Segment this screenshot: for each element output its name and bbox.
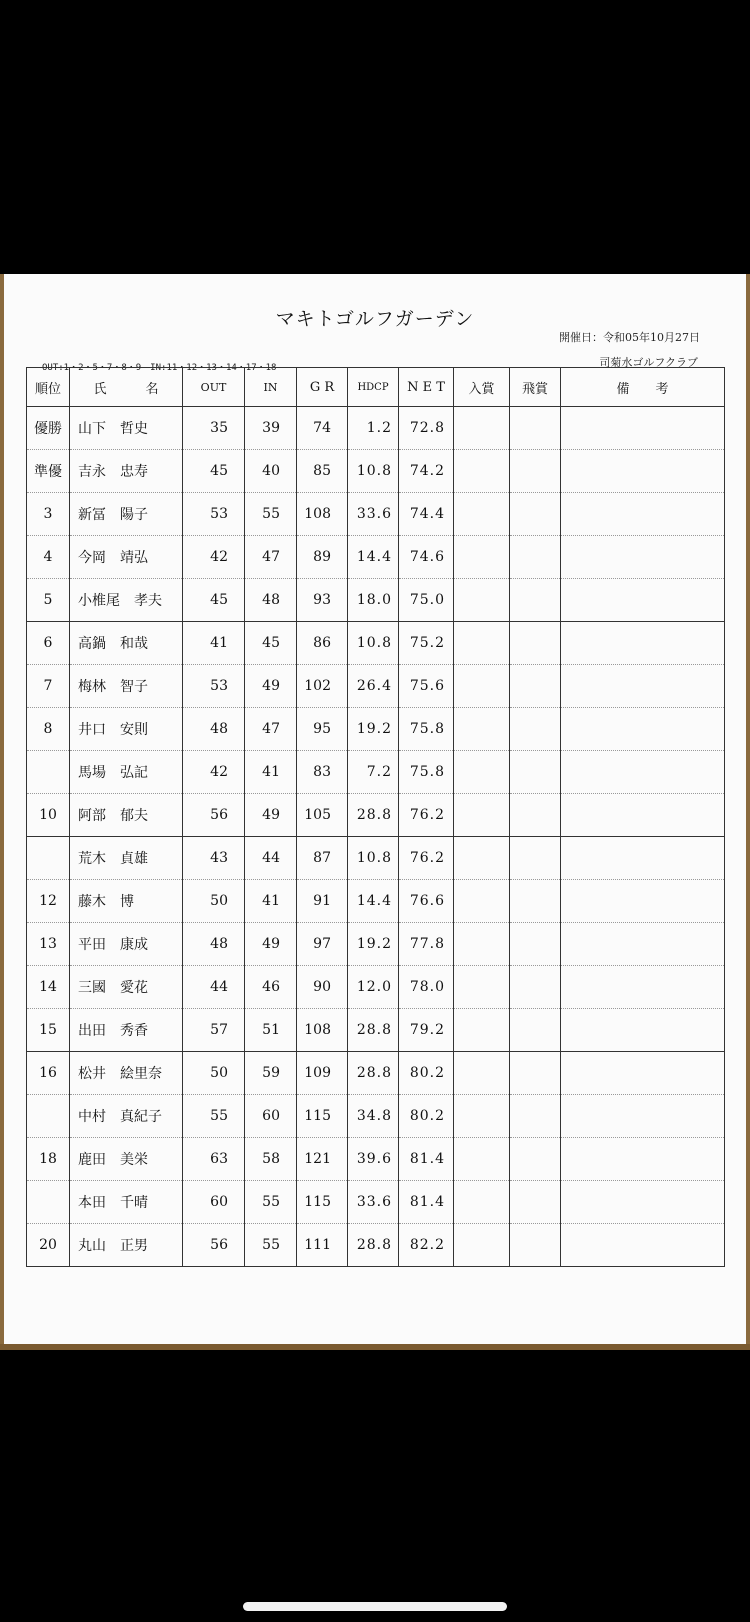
table-row	[27, 665, 725, 708]
out-cell: 48	[183, 923, 245, 966]
rank-cell: 7	[27, 665, 70, 708]
net-cell: 80.2	[399, 1052, 454, 1095]
in-cell: 41	[245, 751, 297, 794]
in-cell: 45	[245, 622, 297, 665]
rank-cell	[27, 751, 70, 794]
given-name: 哲史	[120, 421, 148, 437]
prize-cell	[454, 966, 510, 1009]
net-cell: 78.0	[399, 966, 454, 1009]
out-cell: 53	[183, 493, 245, 536]
surname: 荒木	[78, 851, 106, 867]
remarks-cell	[561, 708, 725, 751]
name-cell	[70, 450, 183, 493]
hdcp-cell: 18.0	[348, 579, 399, 622]
out-cell: 56	[183, 1224, 245, 1267]
surname: 新冨	[78, 507, 106, 523]
out-cell: 53	[183, 665, 245, 708]
name-cell	[70, 837, 183, 880]
remarks-cell	[561, 837, 725, 880]
net-cell: 75.8	[399, 751, 454, 794]
gross-cell: 111	[297, 1224, 348, 1267]
net-cell: 75.2	[399, 622, 454, 665]
in-cell: 44	[245, 837, 297, 880]
in-cell: 39	[245, 407, 297, 450]
remarks-cell	[561, 622, 725, 665]
given-name: 陽子	[120, 507, 148, 523]
table-row	[27, 450, 725, 493]
out-cell: 41	[183, 622, 245, 665]
remarks-cell	[561, 579, 725, 622]
table-row	[27, 751, 725, 794]
net-cell: 74.2	[399, 450, 454, 493]
in-cell: 55	[245, 1224, 297, 1267]
name-cell	[70, 1009, 183, 1052]
prize-cell	[454, 708, 510, 751]
prize-cell	[454, 1009, 510, 1052]
table-row	[27, 407, 725, 450]
gross-cell: 108	[297, 493, 348, 536]
out-cell: 60	[183, 1181, 245, 1224]
table-row	[27, 1052, 725, 1095]
net-cell: 77.8	[399, 923, 454, 966]
prize-cell	[454, 493, 510, 536]
fly-prize-cell	[510, 1009, 561, 1052]
gross-cell: 86	[297, 622, 348, 665]
name-cell	[70, 880, 183, 923]
table-row	[27, 837, 725, 880]
net-cell: 75.8	[399, 708, 454, 751]
fly-prize-cell	[510, 622, 561, 665]
fly-prize-cell	[510, 794, 561, 837]
in-cell: 46	[245, 966, 297, 1009]
surname: 井口	[78, 722, 106, 738]
name-cell	[70, 407, 183, 450]
gross-cell: 115	[297, 1181, 348, 1224]
name-cell	[70, 966, 183, 1009]
given-name: 安則	[120, 722, 148, 738]
name-cell	[70, 493, 183, 536]
remarks-cell	[561, 450, 725, 493]
net-cell: 81.4	[399, 1138, 454, 1181]
in-cell: 60	[245, 1095, 297, 1138]
hdcp-cell: 28.8	[348, 1009, 399, 1052]
header-out: OUT	[183, 368, 245, 407]
prize-cell	[454, 751, 510, 794]
hdcp-cell: 10.8	[348, 837, 399, 880]
gross-cell: 85	[297, 450, 348, 493]
table-row	[27, 1009, 725, 1052]
name-cell	[70, 1181, 183, 1224]
remarks-cell	[561, 880, 725, 923]
hdcp-cell: 7.2	[348, 751, 399, 794]
remarks-cell	[561, 751, 725, 794]
given-name: 貞雄	[120, 851, 148, 867]
out-cell: 35	[183, 407, 245, 450]
prize-cell	[454, 794, 510, 837]
scorecard-sheet	[0, 274, 750, 1348]
name-cell	[70, 536, 183, 579]
out-cell: 45	[183, 579, 245, 622]
gross-cell: 87	[297, 837, 348, 880]
rank-cell: 16	[27, 1052, 70, 1095]
fly-prize-cell	[510, 536, 561, 579]
header-net: N E T	[399, 368, 454, 407]
table-row	[27, 622, 725, 665]
name-cell	[70, 751, 183, 794]
given-name: 博	[120, 894, 134, 910]
table-row	[27, 493, 725, 536]
rank-cell	[27, 1095, 70, 1138]
net-cell: 81.4	[399, 1181, 454, 1224]
rank-cell: 15	[27, 1009, 70, 1052]
surname: 山下	[78, 421, 106, 437]
prize-cell	[454, 1181, 510, 1224]
gross-cell: 95	[297, 708, 348, 751]
remarks-cell	[561, 1009, 725, 1052]
net-cell: 82.2	[399, 1224, 454, 1267]
given-name: 孝夫	[134, 593, 162, 609]
in-cell: 51	[245, 1009, 297, 1052]
table-row	[27, 1181, 725, 1224]
gross-cell: 89	[297, 536, 348, 579]
surname: 小椎尾	[78, 593, 120, 609]
table-row	[27, 708, 725, 751]
fly-prize-cell	[510, 923, 561, 966]
net-cell: 76.2	[399, 794, 454, 837]
in-cell: 55	[245, 493, 297, 536]
hdcp-cell: 28.8	[348, 1052, 399, 1095]
remarks-cell	[561, 1181, 725, 1224]
prize-cell	[454, 1095, 510, 1138]
rank-cell: 20	[27, 1224, 70, 1267]
fly-prize-cell	[510, 1052, 561, 1095]
rank-cell: 6	[27, 622, 70, 665]
document-title: マキトゴルフガーデン	[275, 308, 475, 330]
net-cell: 74.6	[399, 536, 454, 579]
out-cell: 56	[183, 794, 245, 837]
table-row	[27, 1095, 725, 1138]
given-name: 弘記	[120, 765, 148, 781]
results-table	[26, 367, 725, 1267]
gross-cell: 115	[297, 1095, 348, 1138]
holes-note: OUT:1・2・5・7・8・9 IN:11・12・13・14・17・18	[42, 363, 277, 373]
header-remarks: 備 考	[561, 368, 725, 407]
out-cell: 50	[183, 880, 245, 923]
prize-cell	[454, 1052, 510, 1095]
surname: 出田	[78, 1023, 106, 1039]
net-cell: 72.8	[399, 407, 454, 450]
given-name: 絵里奈	[120, 1066, 162, 1082]
hdcp-cell: 28.8	[348, 794, 399, 837]
rank-cell: 14	[27, 966, 70, 1009]
prize-cell	[454, 579, 510, 622]
net-cell: 76.2	[399, 837, 454, 880]
header-name: 氏 名	[70, 368, 183, 407]
header-gr: G R	[297, 368, 348, 407]
rank-cell	[27, 837, 70, 880]
name-cell	[70, 1224, 183, 1267]
remarks-cell	[561, 493, 725, 536]
surname: 中村	[78, 1109, 106, 1125]
net-cell: 76.6	[399, 880, 454, 923]
gross-cell: 74	[297, 407, 348, 450]
prize-cell	[454, 665, 510, 708]
header-hdcp: HDCP	[348, 368, 399, 407]
remarks-cell	[561, 407, 725, 450]
net-cell: 75.0	[399, 579, 454, 622]
out-cell: 57	[183, 1009, 245, 1052]
remarks-cell	[561, 794, 725, 837]
in-cell: 47	[245, 536, 297, 579]
rank-cell: 18	[27, 1138, 70, 1181]
out-cell: 43	[183, 837, 245, 880]
gross-cell: 83	[297, 751, 348, 794]
hdcp-cell: 39.6	[348, 1138, 399, 1181]
in-cell: 49	[245, 665, 297, 708]
hdcp-cell: 26.4	[348, 665, 399, 708]
header-fly: 飛賞	[510, 368, 561, 407]
table-row	[27, 880, 725, 923]
gross-cell: 91	[297, 880, 348, 923]
remarks-cell	[561, 966, 725, 1009]
net-cell: 74.4	[399, 493, 454, 536]
table-row	[27, 1224, 725, 1267]
out-cell: 42	[183, 751, 245, 794]
header-row	[27, 368, 725, 407]
remarks-cell	[561, 536, 725, 579]
hdcp-cell: 10.8	[348, 622, 399, 665]
in-cell: 59	[245, 1052, 297, 1095]
in-cell: 49	[245, 794, 297, 837]
prize-cell	[454, 837, 510, 880]
net-cell: 80.2	[399, 1095, 454, 1138]
hdcp-cell: 1.2	[348, 407, 399, 450]
rank-cell: 5	[27, 579, 70, 622]
prize-cell	[454, 1138, 510, 1181]
fly-prize-cell	[510, 966, 561, 1009]
in-cell: 41	[245, 880, 297, 923]
fly-prize-cell	[510, 880, 561, 923]
prize-cell	[454, 407, 510, 450]
rank-cell: 4	[27, 536, 70, 579]
name-cell	[70, 1138, 183, 1181]
fly-prize-cell	[510, 751, 561, 794]
table-row	[27, 794, 725, 837]
table-row	[27, 923, 725, 966]
rank-cell: 3	[27, 493, 70, 536]
rank-cell: 優勝	[27, 407, 70, 450]
given-name: 和哉	[120, 636, 148, 652]
remarks-cell	[561, 1224, 725, 1267]
surname: 藤木	[78, 894, 106, 910]
surname: 高鍋	[78, 636, 106, 652]
hdcp-cell: 12.0	[348, 966, 399, 1009]
table-row	[27, 536, 725, 579]
gross-cell: 97	[297, 923, 348, 966]
name-cell	[70, 923, 183, 966]
rank-cell: 10	[27, 794, 70, 837]
prize-cell	[454, 1224, 510, 1267]
rank-cell: 12	[27, 880, 70, 923]
surname: 三國	[78, 980, 106, 996]
header-in: IN	[245, 368, 297, 407]
rank-cell: 準優	[27, 450, 70, 493]
given-name: 秀香	[120, 1023, 148, 1039]
out-cell: 44	[183, 966, 245, 1009]
home-indicator[interactable]	[243, 1602, 507, 1611]
gross-cell: 105	[297, 794, 348, 837]
out-cell: 50	[183, 1052, 245, 1095]
remarks-cell	[561, 1138, 725, 1181]
in-cell: 47	[245, 708, 297, 751]
surname: 松井	[78, 1066, 106, 1082]
given-name: 忠寿	[120, 464, 148, 480]
surname: 今岡	[78, 550, 106, 566]
fly-prize-cell	[510, 708, 561, 751]
rank-cell: 13	[27, 923, 70, 966]
given-name: 美栄	[120, 1152, 148, 1168]
out-cell: 55	[183, 1095, 245, 1138]
paper-edge	[0, 1344, 750, 1350]
hdcp-cell: 34.8	[348, 1095, 399, 1138]
hdcp-cell: 28.8	[348, 1224, 399, 1267]
fly-prize-cell	[510, 1224, 561, 1267]
fly-prize-cell	[510, 493, 561, 536]
surname: 本田	[78, 1195, 106, 1211]
in-cell: 58	[245, 1138, 297, 1181]
given-name: 郁夫	[120, 808, 148, 824]
gross-cell: 121	[297, 1138, 348, 1181]
name-cell	[70, 622, 183, 665]
fly-prize-cell	[510, 579, 561, 622]
in-cell: 40	[245, 450, 297, 493]
fly-prize-cell	[510, 665, 561, 708]
table-row	[27, 579, 725, 622]
surname: 丸山	[78, 1238, 106, 1254]
name-cell	[70, 665, 183, 708]
name-cell	[70, 1095, 183, 1138]
out-cell: 48	[183, 708, 245, 751]
surname: 吉永	[78, 464, 106, 480]
given-name: 康成	[120, 937, 148, 953]
out-cell: 45	[183, 450, 245, 493]
fly-prize-cell	[510, 837, 561, 880]
hdcp-cell: 33.6	[348, 1181, 399, 1224]
given-name: 千晴	[120, 1195, 148, 1211]
surname: 阿部	[78, 808, 106, 824]
net-cell: 75.6	[399, 665, 454, 708]
surname: 鹿田	[78, 1152, 106, 1168]
hdcp-cell: 14.4	[348, 536, 399, 579]
name-cell	[70, 579, 183, 622]
hdcp-cell: 33.6	[348, 493, 399, 536]
gross-cell: 108	[297, 1009, 348, 1052]
table-row	[27, 1138, 725, 1181]
prize-cell	[454, 923, 510, 966]
given-name: 真紀子	[120, 1109, 162, 1125]
remarks-cell	[561, 1052, 725, 1095]
out-cell: 63	[183, 1138, 245, 1181]
surname: 馬場	[78, 765, 106, 781]
prize-cell	[454, 536, 510, 579]
surname: 平田	[78, 937, 106, 953]
net-cell: 79.2	[399, 1009, 454, 1052]
in-cell: 49	[245, 923, 297, 966]
given-name: 靖弘	[120, 550, 148, 566]
remarks-cell	[561, 665, 725, 708]
fly-prize-cell	[510, 450, 561, 493]
event-date: 開催日：令和05年10月27日	[559, 331, 700, 344]
prize-cell	[454, 450, 510, 493]
header-rank: 順位	[27, 368, 70, 407]
prize-cell	[454, 622, 510, 665]
name-cell	[70, 708, 183, 751]
out-cell: 42	[183, 536, 245, 579]
given-name: 愛花	[120, 980, 148, 996]
fly-prize-cell	[510, 1095, 561, 1138]
name-cell	[70, 794, 183, 837]
hdcp-cell: 19.2	[348, 923, 399, 966]
remarks-cell	[561, 1095, 725, 1138]
fly-prize-cell	[510, 1181, 561, 1224]
header-prize: 入賞	[454, 368, 510, 407]
table-row	[27, 966, 725, 1009]
surname: 梅林	[78, 679, 106, 695]
hdcp-cell: 14.4	[348, 880, 399, 923]
fly-prize-cell	[510, 407, 561, 450]
gross-cell: 93	[297, 579, 348, 622]
gross-cell: 109	[297, 1052, 348, 1095]
name-cell	[70, 1052, 183, 1095]
club-name: 司菊水ゴルフクラブ	[599, 356, 698, 369]
prize-cell	[454, 880, 510, 923]
in-cell: 55	[245, 1181, 297, 1224]
gross-cell: 90	[297, 966, 348, 1009]
fly-prize-cell	[510, 1138, 561, 1181]
rank-cell: 8	[27, 708, 70, 751]
hdcp-cell: 19.2	[348, 708, 399, 751]
given-name: 正男	[120, 1238, 148, 1254]
rank-cell	[27, 1181, 70, 1224]
remarks-cell	[561, 923, 725, 966]
in-cell: 48	[245, 579, 297, 622]
gross-cell: 102	[297, 665, 348, 708]
hdcp-cell: 10.8	[348, 450, 399, 493]
given-name: 智子	[120, 679, 148, 695]
